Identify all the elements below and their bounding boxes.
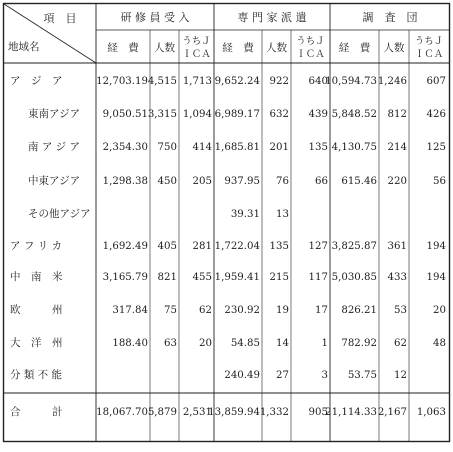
table-cell: 127 [308, 241, 328, 252]
total-row-label: 合 計 [10, 406, 63, 418]
table-cell: 361 [387, 241, 407, 252]
table-cell: 450 [157, 176, 177, 187]
table-cell: 9,050.51 [102, 109, 148, 120]
total-cell: 2,167 [377, 407, 407, 418]
table-cell: 17 [315, 305, 328, 316]
table-cell: 1,685.81 [214, 142, 260, 153]
table-cell: 1 [321, 338, 328, 349]
table-cell: 3 [321, 370, 328, 381]
table-cell: 20 [199, 338, 212, 349]
table-cell: 230.92 [224, 305, 260, 316]
subheader-jica-line1: うちＪ [296, 36, 325, 47]
total-cell: 2,531 [182, 407, 212, 418]
table-cell: 1,722.04 [214, 241, 260, 252]
row-label: 南 ア ジ ア [28, 141, 81, 153]
subheader-count: 人数 [154, 42, 175, 54]
subheader-cost: 経 費 [107, 42, 139, 54]
total-cell: 1,063 [416, 407, 446, 418]
subheader-jica-line1: うちＪ [182, 36, 211, 47]
subheader-count: 人数 [383, 42, 405, 54]
table-cell: 812 [387, 109, 407, 120]
table-cell: 615.46 [341, 176, 377, 187]
table-cell: 240.49 [224, 370, 260, 381]
table-cell: 135 [269, 241, 289, 252]
subheader-count: 人数 [266, 42, 287, 54]
row-label: 東南アジア [28, 108, 81, 120]
table-cell: 53.75 [347, 370, 377, 381]
table-cell: 433 [387, 272, 407, 283]
table-cell: 194 [426, 241, 446, 252]
table-cell: 188.40 [112, 338, 148, 349]
table-cell: 19 [276, 305, 289, 316]
table-cell: 414 [192, 142, 212, 153]
row-label: 分 類 不 能 [10, 369, 63, 381]
table-cell: 63 [164, 338, 177, 349]
table-cell: 1,959.41 [214, 272, 260, 283]
table-cell: 54.85 [230, 338, 260, 349]
group-title-trainees: 研 修 員 受 入 [120, 11, 190, 24]
table-cell: 3,825.87 [331, 241, 377, 252]
table-cell: 205 [192, 176, 212, 187]
table-cell: 62 [394, 338, 407, 349]
row-label: 中 南 米 [10, 271, 63, 283]
table-cell: 317.84 [112, 305, 148, 316]
table-cell: 39.31 [230, 209, 260, 220]
total-cell: 5,879 [147, 407, 177, 418]
table-cell: 937.95 [224, 176, 260, 187]
table-cell: 20 [433, 305, 446, 316]
table-cell: 1,692.49 [102, 241, 148, 252]
table-cell: 1,246 [377, 76, 407, 87]
table-cell: 201 [269, 142, 289, 153]
table-cell: 62 [199, 305, 212, 316]
total-cell: 905 [308, 407, 328, 418]
table-cell: 2,354.30 [102, 142, 148, 153]
group-title-survey: 調 査 団 [362, 11, 418, 24]
table-cell: 1,094 [182, 109, 212, 120]
group-title-experts: 専 門 家 派 遣 [237, 11, 307, 24]
table-cell: 632 [269, 109, 289, 120]
table-cell: 48 [433, 338, 446, 349]
table-cell: 640 [308, 76, 328, 87]
row-label: ア ジ ア [10, 75, 63, 87]
row-label: その他アジア [28, 208, 91, 220]
table-cell: 27 [276, 370, 289, 381]
subheader-jica-line1: うちＪ [414, 36, 444, 47]
subheader-jica-line2: ＩＣＡ [296, 49, 325, 60]
table-cell: 1,713 [182, 76, 212, 87]
table-cell: 53 [394, 305, 407, 316]
table-cell: 782.92 [341, 338, 377, 349]
table-cell: 922 [269, 76, 289, 87]
table-cell: 405 [157, 241, 177, 252]
table-cell: 12,703.19 [96, 76, 148, 87]
row-label: 大 洋 州 [10, 337, 63, 349]
table-cell: 6,989.17 [214, 109, 260, 120]
total-cell: 13,859.94 [208, 407, 260, 418]
row-label: 中東アジア [28, 175, 81, 187]
table-cell: 220 [387, 176, 407, 187]
table-cell: 607 [426, 76, 446, 87]
header-item-label: 項 目 [43, 12, 77, 25]
table-cell: 194 [426, 272, 446, 283]
total-cell: 21,114.33 [325, 407, 377, 418]
table-cell: 214 [387, 142, 407, 153]
total-cell: 1,332 [259, 407, 289, 418]
table-cell: 5,030.85 [331, 272, 377, 283]
subheader-jica-line2: ＩＣＡ [182, 49, 211, 60]
table-cell: 125 [426, 142, 446, 153]
table-cell: 56 [433, 176, 446, 187]
table-cell: 750 [157, 142, 177, 153]
table-cell: 4,515 [147, 76, 177, 87]
table-cell: 3,315 [147, 109, 177, 120]
table-cell: 12 [394, 370, 407, 381]
table-cell: 75 [164, 305, 177, 316]
table-cell: 426 [426, 109, 446, 120]
table-cell: 76 [276, 176, 289, 187]
table-cell: 135 [308, 142, 328, 153]
table-cell: 281 [192, 241, 212, 252]
table-cell: 10,594.73 [325, 76, 377, 87]
table-cell: 3,165.79 [102, 272, 148, 283]
table-cell: 1,298.38 [102, 176, 148, 187]
subheader-cost: 経 費 [222, 42, 254, 54]
table-cell: 4,130.75 [331, 142, 377, 153]
table-cell: 455 [192, 272, 212, 283]
table-cell: 5,848.52 [331, 109, 377, 120]
table-cell: 66 [315, 176, 328, 187]
table-cell: 13 [276, 209, 289, 220]
subheader-jica-line2: ＩＣＡ [414, 49, 444, 60]
row-label: 欧 州 [10, 304, 63, 316]
header-region-label: 地域名 [8, 41, 40, 53]
table-cell: 117 [308, 272, 328, 283]
table-cell: 826.21 [341, 305, 377, 316]
table-cell: 215 [269, 272, 289, 283]
table-cell: 439 [308, 109, 328, 120]
total-cell: 18,067.70 [96, 407, 148, 418]
table-cell: 9,652.24 [214, 76, 260, 87]
subheader-cost: 経 費 [338, 42, 371, 54]
table-cell: 821 [157, 272, 177, 283]
table-body [10, 75, 446, 418]
row-label: ア フ リ カ [10, 240, 63, 252]
table-cell: 14 [276, 338, 289, 349]
